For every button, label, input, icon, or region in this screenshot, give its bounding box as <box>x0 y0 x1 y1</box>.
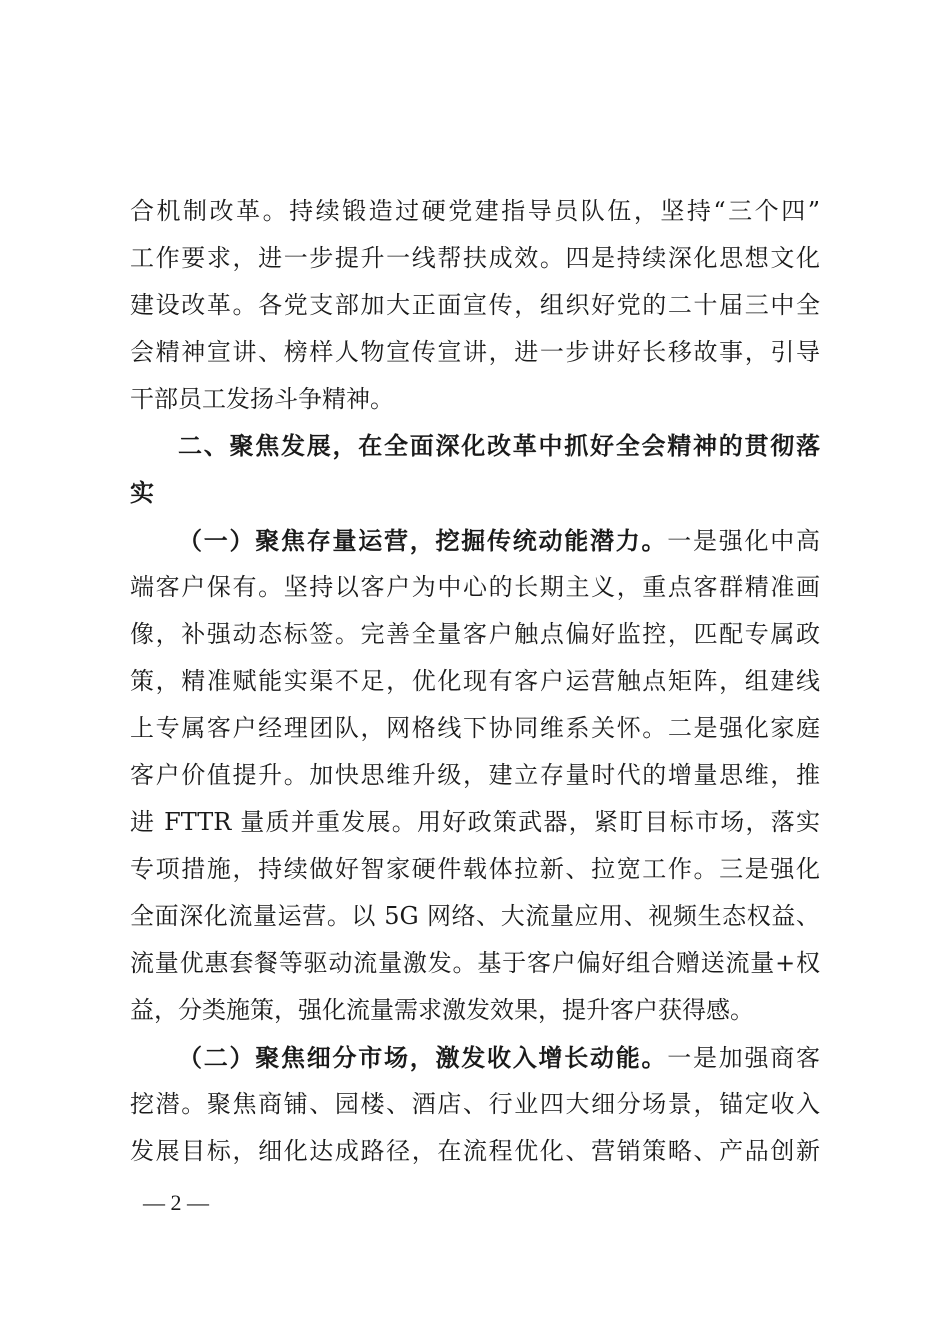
paragraph-line: 进 FTTR 量质并重发展。用好政策武器，紧盯目标市场，落实 <box>130 808 820 836</box>
paragraph-line: 干部员工发扬斗争精神。 <box>130 385 394 413</box>
paragraph-line: 全面深化流量运营。以 5G 网络、大流量应用、视频生态权益、 <box>130 902 820 930</box>
subsection-title: （一）聚焦存量运营，挖掘传统动能潜力。 <box>178 526 668 555</box>
paragraph-line: 上专属客户经理团队，网格线下协同维系关怀。二是强化家庭 <box>130 714 820 742</box>
document-body <box>130 188 820 1175</box>
section-heading-continued: 实 <box>130 479 154 507</box>
subsection-first-line <box>130 517 820 564</box>
paragraph-line: 端客户保有。坚持以客户为中心的长期主义，重点客群精准画 <box>130 573 820 601</box>
subsection-text: 一是加强商客 <box>667 1044 820 1072</box>
paragraph-line: 益，分类施策，强化流量需求激发效果，提升客户获得感。 <box>130 996 754 1024</box>
paragraph-line: 发展目标，细化达成路径，在流程优化、营销策略、产品创新 <box>130 1137 820 1165</box>
paragraph-line: 会精神宣讲、榜样人物宣传宣讲，进一步讲好长移故事，引导 <box>130 338 820 366</box>
subsection-first-line <box>130 1034 820 1081</box>
paragraph-line: 策，精准赋能实渠不足，优化现有客户运营触点矩阵，组建线 <box>130 667 820 695</box>
page-number: — 2 — <box>143 1190 209 1215</box>
paragraph-line: 流量优惠套餐等驱动流量激发。基于客户偏好组合赠送流量+权 <box>130 949 820 977</box>
subsection-title: （二）聚焦细分市场，激发收入增长动能。 <box>178 1043 668 1072</box>
subsection-text: 一是强化中高 <box>667 527 820 555</box>
paragraph-line: 像，补强动态标签。完善全量客户触点偏好监控，匹配专属政 <box>130 620 820 648</box>
paragraph-line: 挖潜。聚焦商铺、园楼、酒店、行业四大细分场景，锚定收入 <box>130 1090 820 1118</box>
paragraph-line: 合机制改革。持续锻造过硬党建指导员队伍，坚持“三个四” <box>130 197 820 225</box>
paragraph-line: 建设改革。各党支部加大正面宣传，组织好党的二十届三中全 <box>130 291 820 319</box>
paragraph-line: 客户价值提升。加快思维升级，建立存量时代的增量思维，推 <box>130 761 820 789</box>
section-heading: 二、聚焦发展，在全面深化改革中抓好全会精神的贯彻落 <box>178 432 820 460</box>
paragraph-line: 专项措施，持续做好智家硬件载体拉新、拉宽工作。三是强化 <box>130 855 820 883</box>
paragraph-line: 工作要求，进一步提升一线帮扶成效。四是持续深化思想文化 <box>130 244 820 272</box>
